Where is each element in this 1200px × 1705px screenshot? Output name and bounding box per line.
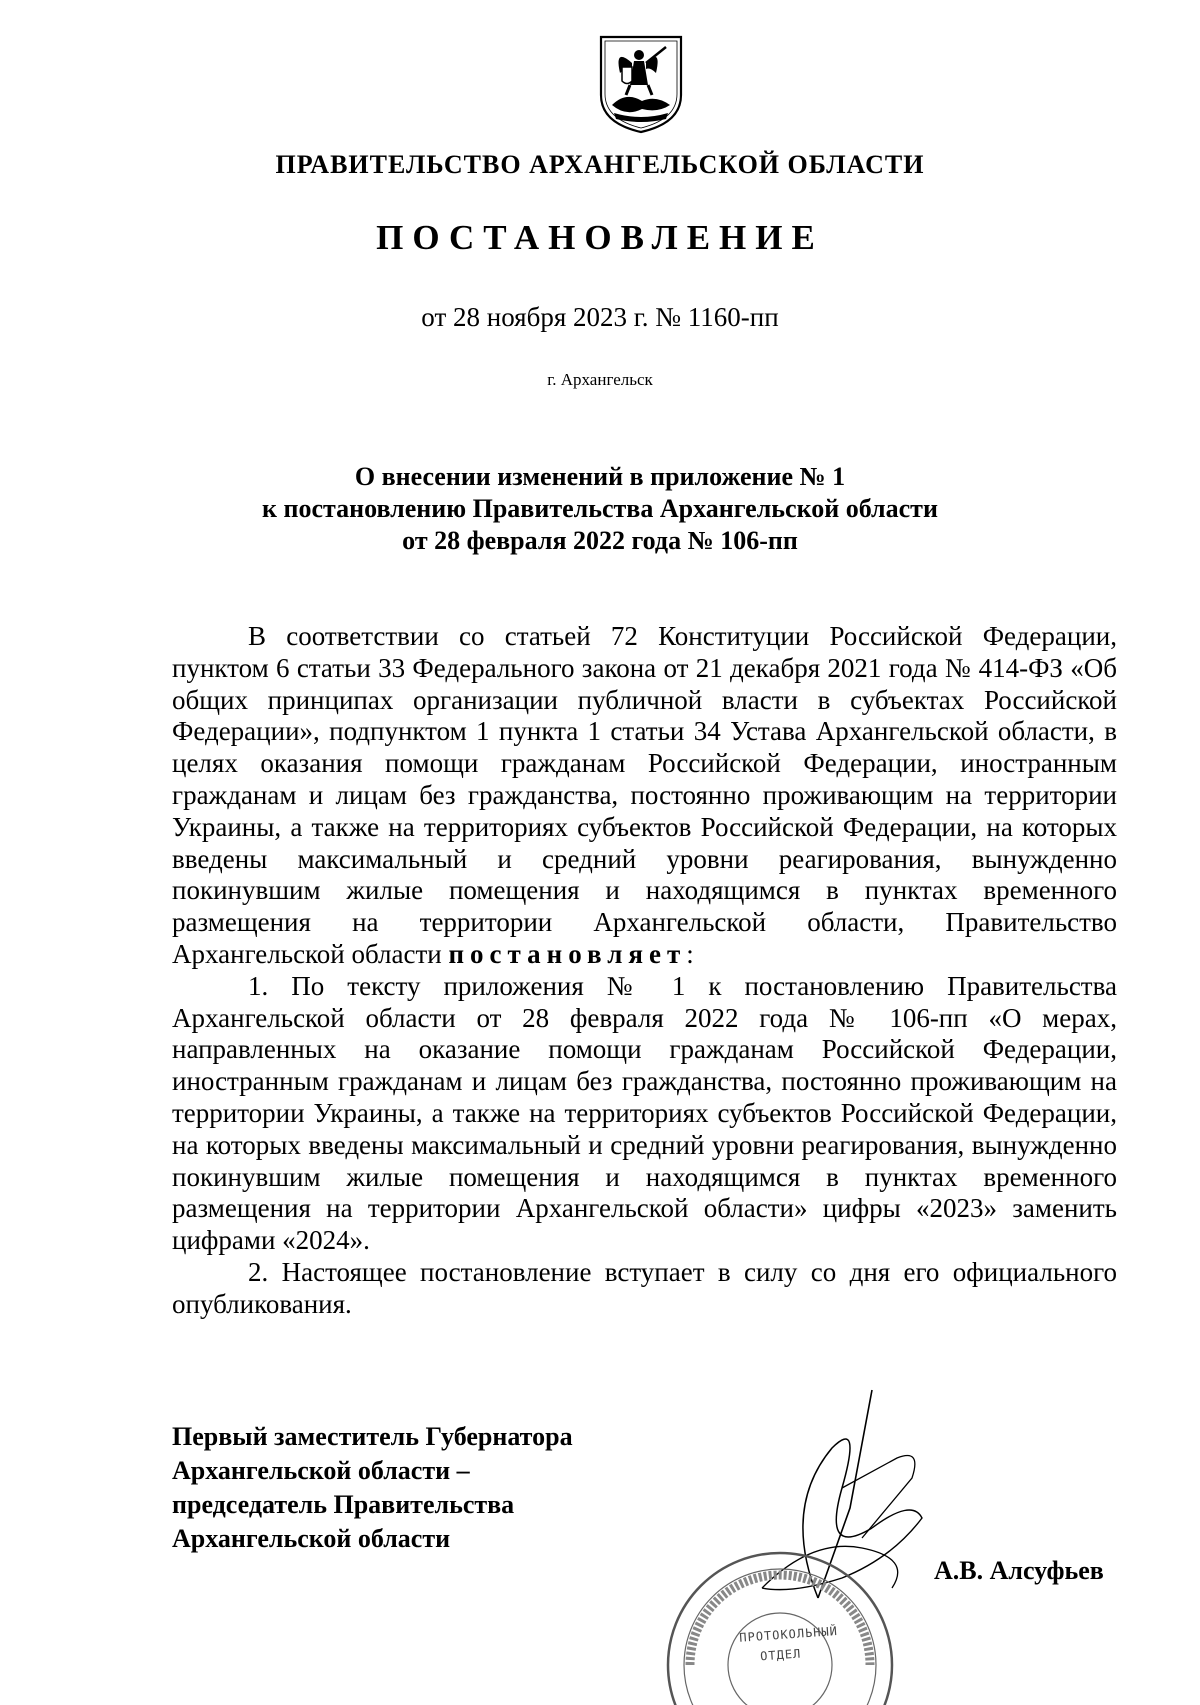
item-2-paragraph: 2. Настоящее постановление вступает в силу со дня его официального опубликования.: [172, 1256, 1117, 1319]
subject-line: от 28 февраля 2022 года № 106-пп: [402, 526, 798, 555]
document-date-number: от 28 ноября 2023 г. № 1160-пп: [421, 302, 779, 332]
document-body: [172, 621, 1117, 1321]
signatory-name: А.В. Алсуфьев: [934, 1556, 1104, 1585]
stamp-text: ПРОТОКОЛЬНЫЙ ОТДЕЛ: [738, 1623, 839, 1664]
signatory-title-line: председатель Правительства: [172, 1490, 515, 1519]
decree-colon: :: [686, 938, 694, 969]
signatory-title: [172, 1420, 573, 1556]
subject-line: О внесении изменений в приложение № 1: [354, 462, 846, 491]
preamble-text: В соответствии со статьей 72 Конституции Российской Федерации, пунктом 6 статьи 33 Федерального закона от 21 декабря 2021 года № 414-ФЗ «Об общих принципах организации публичной власти в субъектах Российской Федерации», подпунктом 1 пункта 1 статьи 34 Устава Архангельской области, в целях оказания помощи гражданам Российской Федерации, иностранным гражданам и лицам без гражданства, постоянно проживающим на территории Украины, а также на территориях субъектов Российской Федерации, на которых введены максимальный и средний уровни реагирования, вынужденно покинувшим жилые помещения и находящимся в пунктах временного размещения на территории Архангельской области, Правительство Архангельской области: [172, 621, 1117, 969]
document-subject: [0, 461, 1200, 557]
arkhangelsk-coat-of-arms-icon: [596, 33, 686, 135]
signatory-title-line: Первый заместитель Губернатора: [172, 1422, 573, 1451]
document-type-heading: ПОСТАНОВЛЕНИЕ: [376, 218, 824, 257]
item-1-paragraph: 1. По тексту приложения № 1 к постановлению Правительства Архангельской области от 28 февраля 2022 года № 106-пп «О мерах, направленных на оказание помощи гражданам Российской Федерации, иностранным гражданам и лицам без гражданства, постоянно проживающим на территории Украины, а также на территориях субъектов Российской Федерации, на которых введены максимальный и средний уровни реагирования, вынужденно покинувшим жилые помещения и находящимся в пунктах временного размещения на территории Архангельской области» цифры «2023» заменить цифрами «2024».: [172, 970, 1117, 1256]
round-seal-stamp-icon: [660, 1545, 900, 1705]
subject-line: к постановлению Правительства Архангельской области: [262, 494, 938, 523]
document-city: г. Архангельск: [547, 370, 653, 389]
organization-title: ПРАВИТЕЛЬСТВО АРХАНГЕЛЬСКОЙ ОБЛАСТИ: [275, 150, 925, 179]
decree-word: постановляет: [448, 938, 687, 969]
signatory-title-line: Архангельской области: [172, 1524, 451, 1553]
signatory-title-line: Архангельской области –: [172, 1456, 470, 1485]
preamble-paragraph: [172, 621, 1117, 971]
